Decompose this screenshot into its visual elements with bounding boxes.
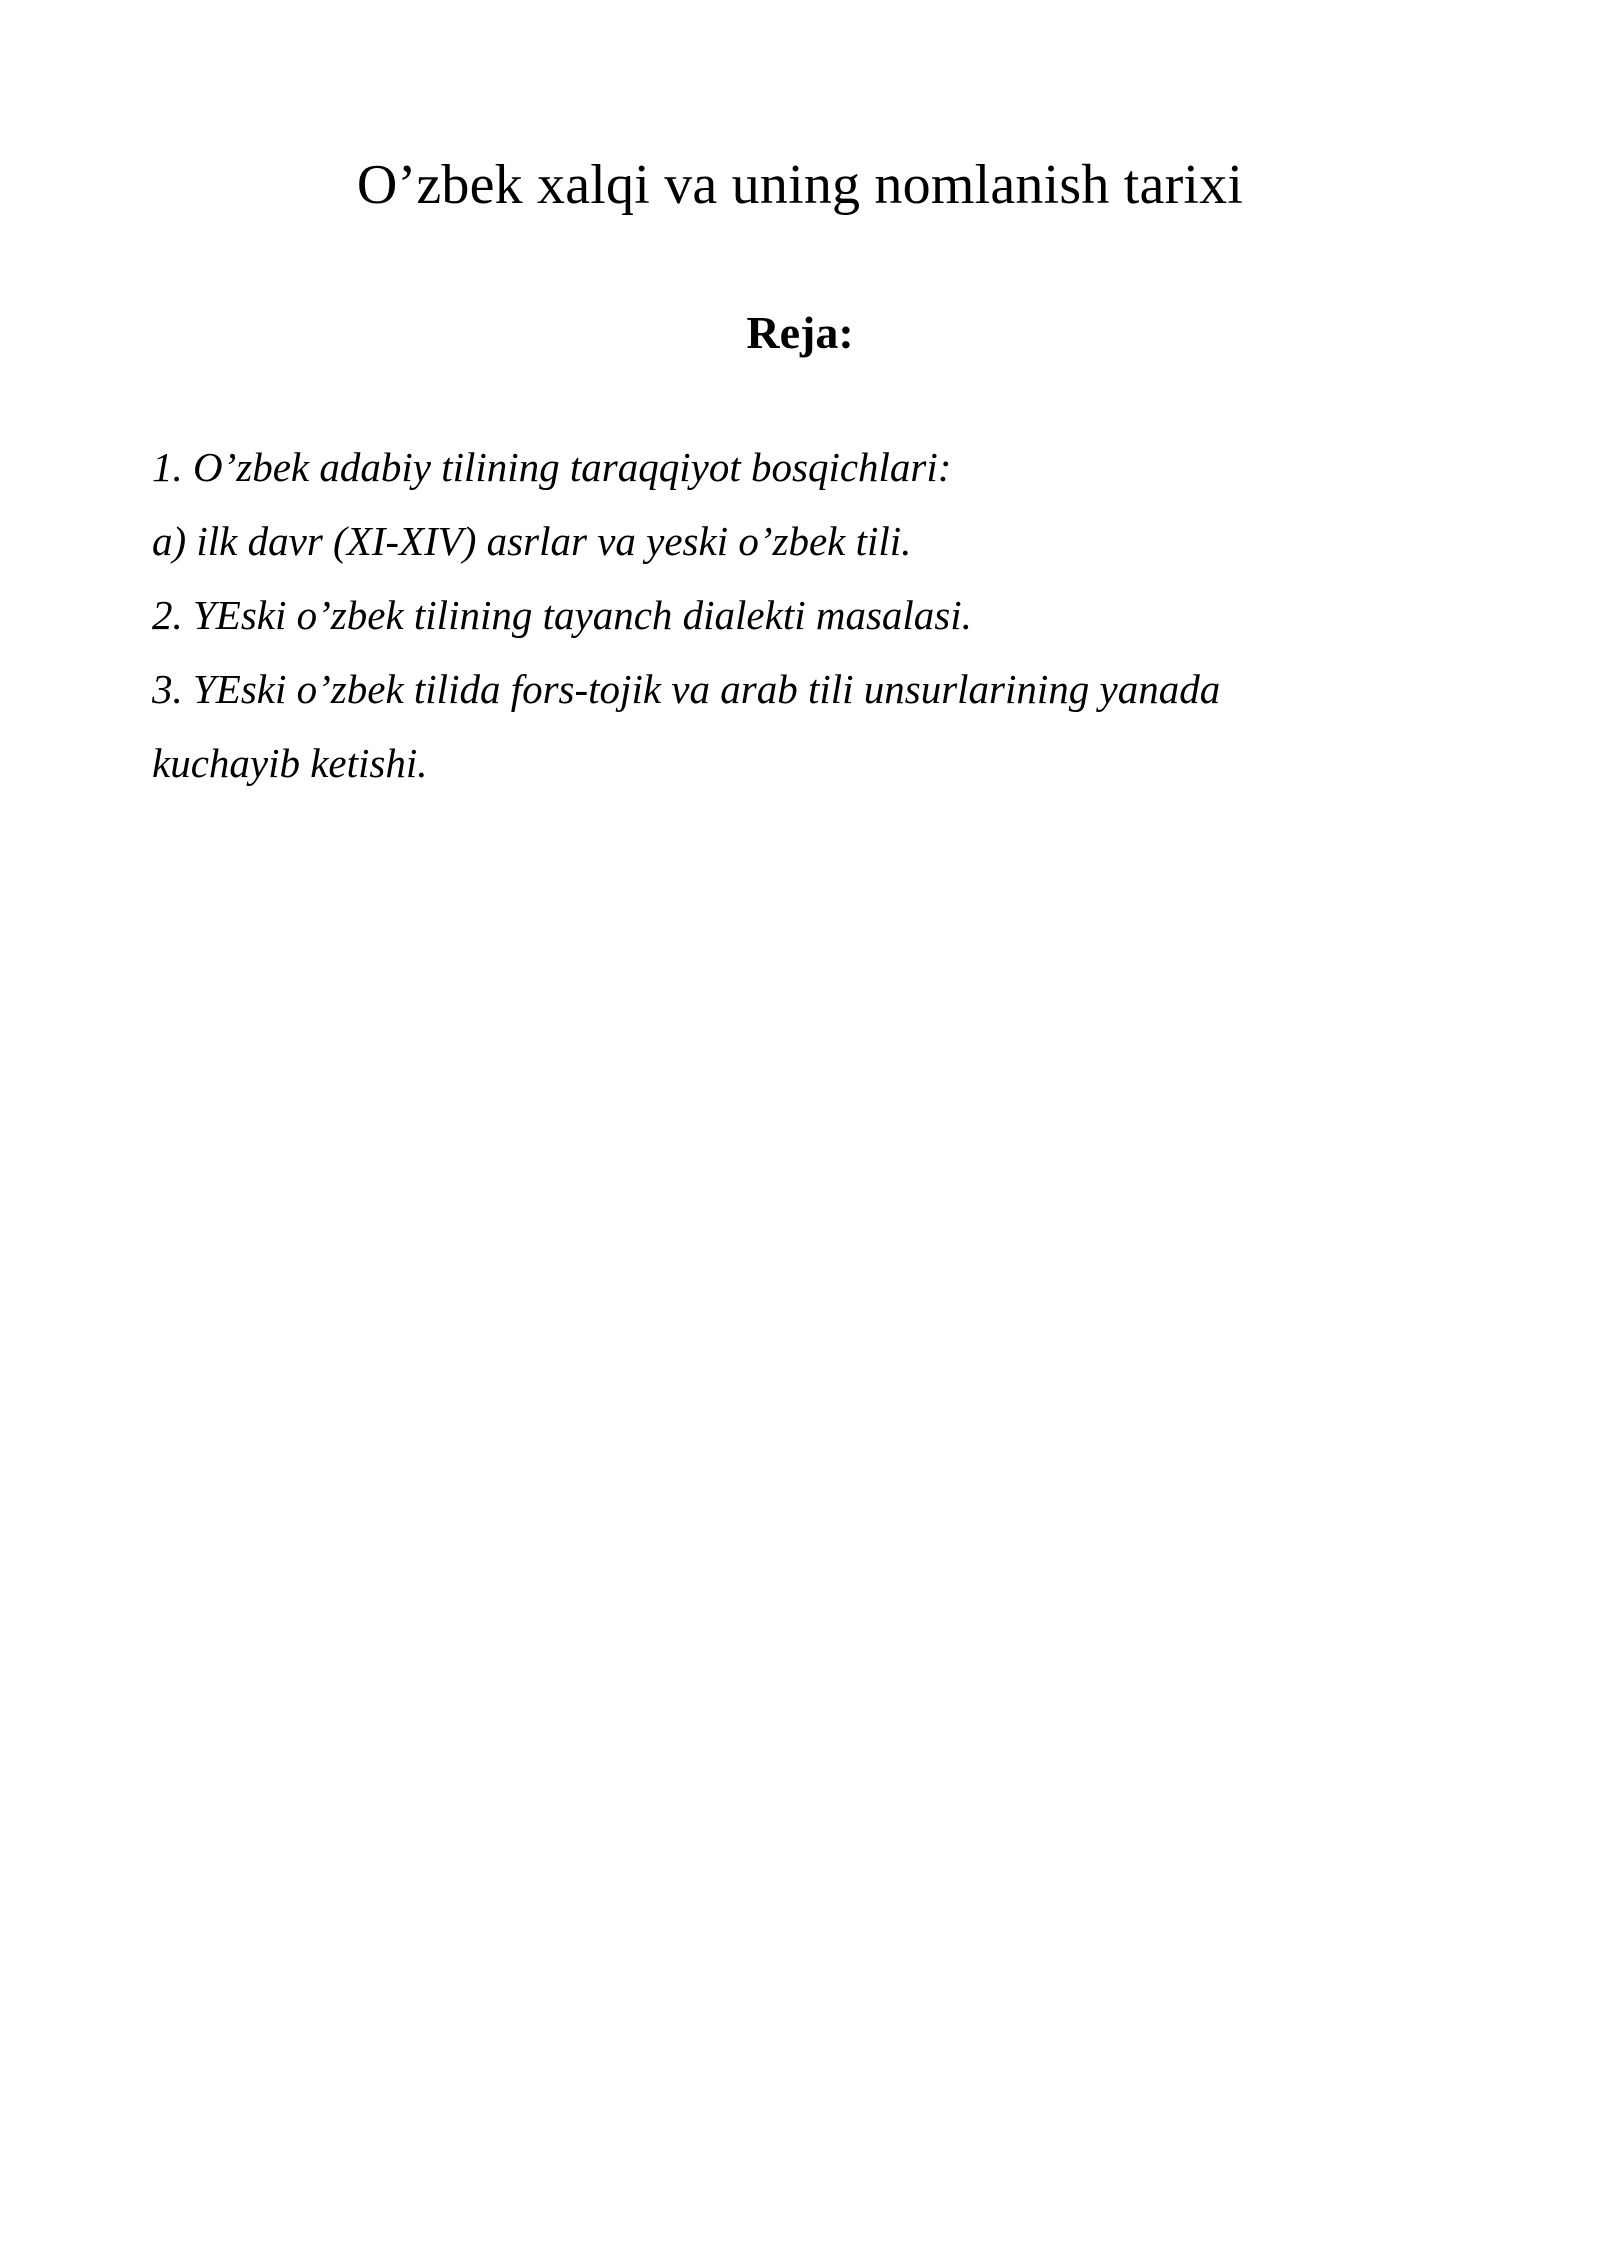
- page-title: O’zbek xalqi va uning nomlanish tarixi: [356, 154, 1244, 216]
- plan-item-1: 1. O’zbek adabiy tilining taraqqiyot bosqichlari:: [152, 444, 952, 490]
- plan-item-2: 2. YEski o’zbek tilining tayanch dialekti masalasi.: [152, 592, 972, 638]
- plan-list: [152, 430, 1452, 800]
- plan-item-3-continuation: kuchayib ketishi.: [152, 740, 428, 786]
- plan-item-1a: a) ilk davr (XI-XIV) asrlar va yeski o’zbek tili.: [152, 518, 912, 564]
- plan-heading: Reja:: [746, 307, 854, 358]
- plan-item-3: 3. YEski o’zbek tilida fors-tojik va arab tili unsurlarining yanada: [152, 666, 1221, 712]
